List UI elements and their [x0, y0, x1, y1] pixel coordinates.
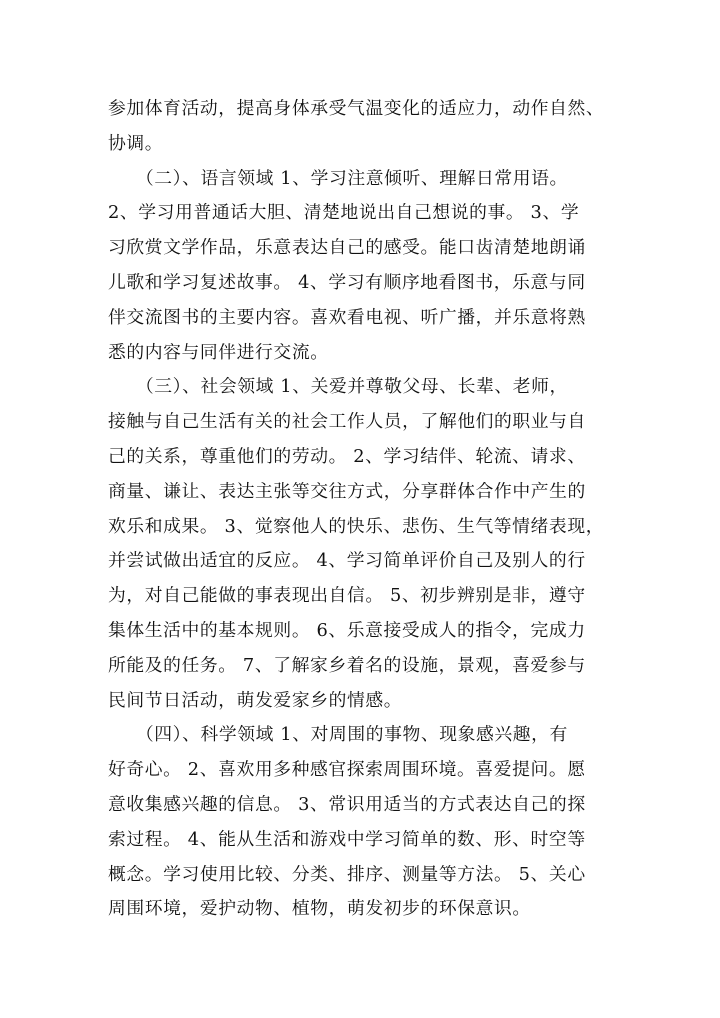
text-line: 伴交流图书的主要内容。喜欢看电视、听广播，并乐意将熟 [108, 306, 586, 328]
text-line: 概念。学习使用比较、分类、排序、测量等方法。 5、关心 [108, 863, 586, 885]
text-line: 所能及的任务。 7、了解家乡着名的设施，景观，喜爱参与 [108, 654, 586, 676]
text-line: 己的关系，尊重他们的劳动。 2、学习结伴、轮流、请求、 [108, 445, 586, 467]
text-line: 并尝试做出适宜的反应。 4、学习简单评价自己及别人的行 [108, 550, 586, 572]
text-line: 索过程。 4、能从生活和游戏中学习简单的数、形、时空等 [108, 828, 586, 850]
text-line: 习欣赏文学作品，乐意表达自己的感受。能口齿清楚地朗诵 [108, 237, 586, 259]
text-line: 2、学习用普通话大胆、清楚地说出自己想说的事。 3、学 [108, 202, 580, 224]
text-line: 儿歌和学习复述故事。 4、学习有顺序地看图书，乐意与同 [108, 271, 586, 293]
text-line: 商量、谦让、表达主张等交往方式，分享群体合作中产生的 [108, 480, 586, 502]
text-line: （四）、科学领域 1、对周围的事物、现象感兴趣，有 [108, 724, 568, 746]
text-line: 协调。 [108, 132, 164, 154]
text-line: 意收集感兴趣的信息。 3、常识用适当的方式表达自己的探 [108, 793, 586, 815]
text-line: 为，对自己能做的事表现出自信。 5、初步辨别是非，遵守 [108, 585, 586, 607]
text-line: 好奇心。 2、喜欢用多种感官探索周围环境。喜爱提问。愿 [108, 759, 586, 781]
text-line: 欢乐和成果。 3、觉察他人的快乐、悲伤、生气等情绪表现， [108, 515, 605, 537]
text-line: 集体生活中的基本规则。 6、乐意接受成人的指令，完成力 [108, 619, 586, 641]
text-line: （三）、社会领域 1、关爱并尊敬父母、长辈、老师， [108, 376, 568, 398]
text-line: 悉的内容与同伴进行交流。 [108, 341, 329, 363]
text-line: 接触与自己生活有关的社会工作人员，了解他们的职业与自 [108, 411, 586, 433]
text-line: 参加体育活动，提高身体承受气温变化的适应力，动作自然、 [108, 98, 605, 119]
text-line: 民间节日活动，萌发爱家乡的情感。 [108, 689, 403, 711]
text-line: （二）、语言领域 1、学习注意倾听、理解日常用语。 [108, 167, 568, 189]
text-line: 周围环境，爱护动物、植物，萌发初步的环保意识。 [108, 898, 531, 920]
